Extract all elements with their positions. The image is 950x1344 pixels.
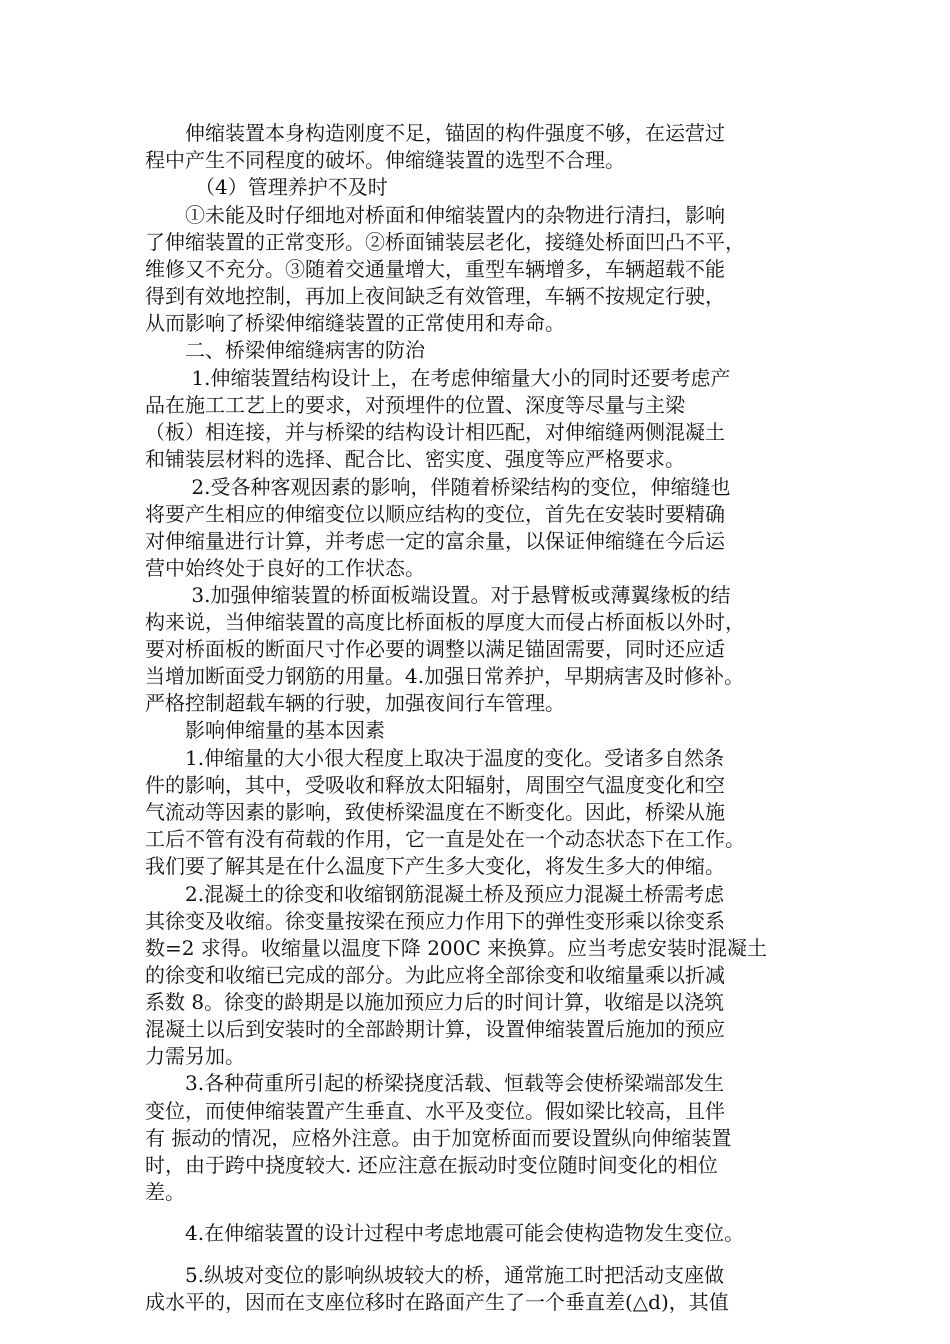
text-line: 5.纵坡对变位的影响纵坡较大的桥，通常施工时把活动支座做 <box>145 1263 725 1287</box>
text-line: 1.伸缩量的大小很大程度上取决于温度的变化。受诸多自然条 <box>145 746 725 770</box>
text-line: 营中始终处于良好的工作状态。 <box>145 556 425 580</box>
text-line: 了伸缩装置的正常变形。②桥面铺装层老化，接缝处桥面凹凸不平， <box>145 230 745 254</box>
text-line: 2.受各种客观因素的影响，伴随着桥梁结构的变位，伸缩缝也 <box>145 475 731 499</box>
text-line: 1.伸缩装置结构设计上，在考虑伸缩量大小的同时还要考虑产 <box>145 366 731 390</box>
text-line: 时，由于跨中挠度较大. 还应注意在振动时变位随时间变化的相位 <box>145 1153 718 1177</box>
section-heading: 二、桥梁伸缩缝病害的防治 <box>145 338 425 362</box>
text-line: 构来说，当伸缩装置的高度比桥面板的厚度大而侵占桥面板以外时， <box>145 610 745 634</box>
text-line: 对伸缩量进行计算，并考虑一定的富余量，以保证伸缩缝在今后运 <box>145 529 725 553</box>
text-line: 工后不管有没有荷载的作用，它一直是处在一个动态状态下在工作。 <box>145 827 745 851</box>
section-heading: （4）管理养护不及时 <box>145 175 388 199</box>
text-line: 其徐变及收缩。徐变量按梁在预应力作用下的弹性变形乘以徐变系 <box>145 909 725 933</box>
text-line: 要对桥面板的断面尺寸作必要的调整以满足锚固需要，同时还应适 <box>145 637 725 661</box>
text-line: 从而影响了桥梁伸缩缝装置的正常使用和寿命。 <box>145 311 565 335</box>
text-line: 气流动等因素的影响，致使桥梁温度在不断变化。因此，桥梁从施 <box>145 800 725 824</box>
text-line: 力需另加。 <box>145 1044 245 1068</box>
text-line: 混凝土以后到安装时的全部龄期计算，设置伸缩装置后施加的预应 <box>145 1017 725 1041</box>
text-line: 得到有效地控制，再加上夜间缺乏有效管理，车辆不按规定行驶， <box>145 284 725 308</box>
text-line: 严格控制超载车辆的行驶，加强夜间行车管理。 <box>145 691 565 715</box>
text-line: 维修又不充分。③随着交通量增大，重型车辆增多，车辆超载不能 <box>145 257 725 281</box>
text-line: （板）相连接，并与桥梁的结构设计相匹配，对伸缩缝两侧混凝土 <box>145 420 725 444</box>
text-line: 我们要了解其是在什么温度下产生多大变化，将发生多大的伸缩。 <box>145 854 725 878</box>
text-line: 将要产生相应的伸缩变位以顺应结构的变位，首先在安装时要精确 <box>145 502 725 526</box>
text-line: ①未能及时仔细地对桥面和伸缩装置内的杂物进行清扫，影响 <box>145 203 725 227</box>
text-line: 数=2 求得。收缩量以温度下降 200C 来换算。应当考虑安装时混凝土 <box>145 936 768 960</box>
text-line: 有 振动的情况，应格外注意。由于加宽桥面而要设置纵向伸缩装置 <box>145 1126 732 1150</box>
text-line: 系数 8。徐变的龄期是以施加预应力后的时间计算，收缩是以浇筑 <box>145 990 725 1014</box>
text-line: 成水平的，因而在支座位移时在路面产生了一个垂直差(△d)，其值 <box>145 1290 729 1314</box>
text-line: 伸缩装置本身构造刚度不足，锚固的构件强度不够，在运营过 <box>145 121 725 145</box>
text-line: 程中产生不同程度的破坏。伸缩缝装置的选型不合理。 <box>145 148 625 172</box>
text-line: 和铺装层材料的选择、配合比、密实度、强度等应严格要求。 <box>145 447 685 471</box>
text-line: 当增加断面受力钢筋的用量。4.加强日常养护，早期病害及时修补。 <box>145 664 745 688</box>
text-line: 2.混凝土的徐变和收缩钢筋混凝土桥及预应力混凝土桥需考虑 <box>145 882 725 906</box>
text-line: 3.加强伸缩装置的桥面板端设置。对于悬臂板或薄翼缘板的结 <box>145 583 731 607</box>
text-line: 变位，而使伸缩装置产生垂直、水平及变位。假如梁比较高，且伴 <box>145 1099 725 1123</box>
text-line: 差。 <box>145 1180 185 1204</box>
text-line: 件的影响，其中，受吸收和释放太阳辐射，周围空气温度变化和空 <box>145 773 725 797</box>
text-line: 的徐变和收缩已完成的部分。为此应将全部徐变和收缩量乘以折减 <box>145 963 725 987</box>
text-line: 3.各种荷重所引起的桥梁挠度活载、恒载等会使桥梁端部发生 <box>145 1071 725 1095</box>
text-line: 4.在伸缩装置的设计过程中考虑地震可能会使构造物发生变位。 <box>145 1221 745 1245</box>
text-line: 品在施工工艺上的要求，对预埋件的位置、深度等尽量与主梁 <box>145 393 685 417</box>
section-heading: 影响伸缩量的基本因素 <box>145 718 385 742</box>
